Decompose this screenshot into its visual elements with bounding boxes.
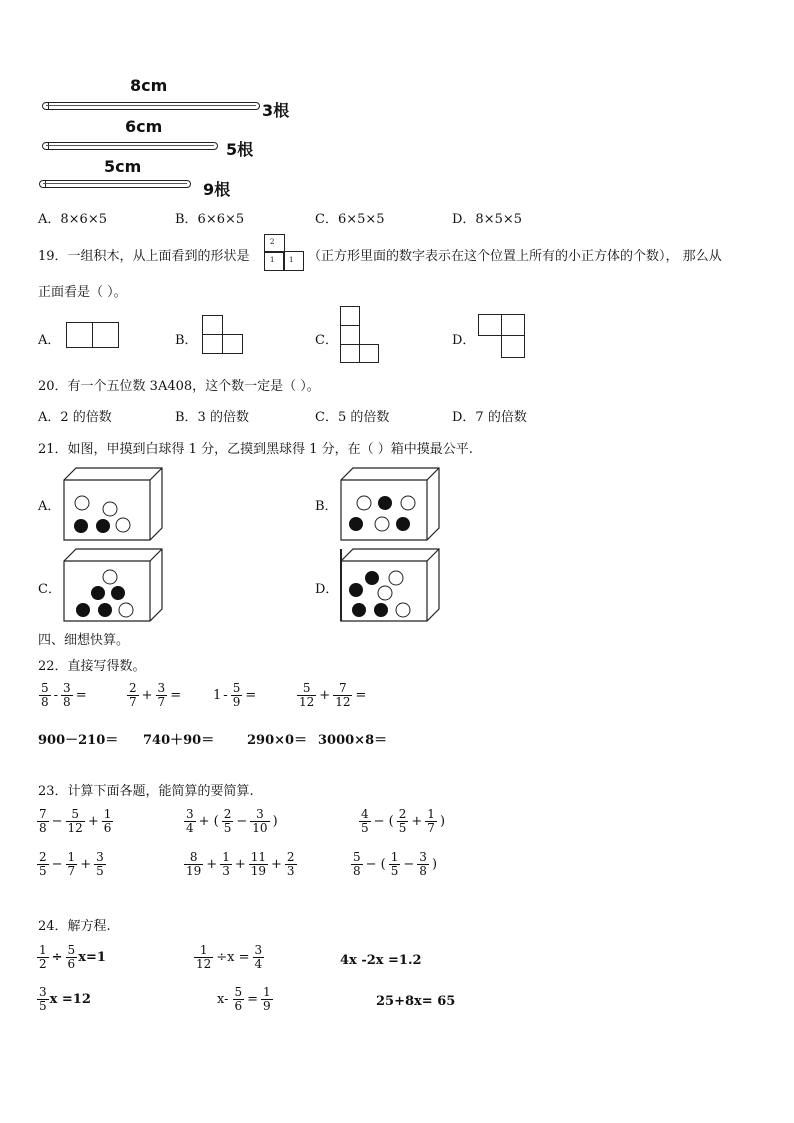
q19-option-d[interactable]: D． bbox=[452, 333, 476, 348]
q20-text: 20．有一个五位数 3A408，这个数一定是（ ）。 bbox=[38, 379, 320, 394]
q23-expr-2: $\frac{3}{4}$ + ( $\frac{2}{5}$ − $\frac{3}{10}$ ) bbox=[186, 807, 278, 835]
q24-eq-1: $\frac{1}{2}$ ÷ $\frac{5}{6}$ x=1 bbox=[39, 943, 106, 971]
q22-expr-2: $\frac{2}{7}$ + $\frac{3}{7}$ = bbox=[129, 681, 182, 709]
box-b bbox=[339, 466, 441, 542]
q22-calc-1: 900－210＝ bbox=[38, 733, 119, 748]
grid-number: 1 bbox=[289, 256, 294, 264]
q23-expr-1: $\frac{7}{8}$ − $\frac{5}{12}$ + $\frac{1}{6}$ bbox=[39, 807, 112, 835]
grid-number: 1 bbox=[270, 256, 275, 264]
q19-text-c: 正面看是（ ）。 bbox=[38, 285, 127, 300]
q20-option-b[interactable]: B．3 的倍数 bbox=[175, 410, 249, 425]
box-c bbox=[62, 547, 164, 623]
q19-text-b: （正方形里面的数字表示在这个位置上所有的小正方体的个数）， 那么从 bbox=[308, 249, 722, 264]
q22-title: 22．直接写得数。 bbox=[38, 659, 146, 674]
q22-calc-4: 3000×8＝ bbox=[318, 733, 388, 748]
q23-expr-4: $\frac{2}{5}$ − $\frac{1}{7}$ + $\frac{3}{5}$ bbox=[39, 850, 104, 878]
q24-title: 24．解方程. bbox=[38, 919, 111, 934]
q21-option-b[interactable]: B． bbox=[315, 499, 338, 514]
stick-8cm bbox=[42, 102, 260, 110]
q20-option-d[interactable]: D．7 的倍数 bbox=[452, 410, 527, 425]
section-title: 四、细想快算。 bbox=[38, 633, 130, 648]
box-d bbox=[339, 547, 441, 623]
q18-option-a[interactable]: A．8×6×5 bbox=[38, 212, 107, 227]
box-a bbox=[62, 466, 164, 542]
top-view-grid bbox=[264, 234, 304, 270]
q22-calc-3: 290×0＝ bbox=[247, 733, 308, 748]
q20-option-c[interactable]: C．5 的倍数 bbox=[315, 410, 390, 425]
q21-option-d[interactable]: D． bbox=[315, 582, 339, 597]
q21-option-a[interactable]: A． bbox=[38, 499, 61, 514]
q23-title: 23．计算下面各题，能简算的要简算. bbox=[38, 784, 254, 799]
grid-number: 2 bbox=[270, 238, 275, 246]
q21-option-c[interactable]: C． bbox=[38, 582, 61, 597]
q22-expr-3: 1 - $\frac{5}{9}$ = bbox=[213, 681, 257, 709]
q24-eq-2: $\frac{1}{12}$ ÷x = $\frac{3}{4}$ bbox=[196, 943, 263, 971]
q24-eq-6: 25+8x= 65 bbox=[376, 994, 456, 1009]
stick-5cm bbox=[39, 180, 191, 188]
q19-option-a[interactable]: A． bbox=[38, 333, 61, 348]
stick-6cm bbox=[42, 142, 218, 150]
stick-6cm-count: 5根 bbox=[226, 140, 254, 159]
q23-expr-3: $\frac{4}{5}$ − ( $\frac{2}{5}$ + $\frac{1}{7}$ ) bbox=[361, 807, 446, 835]
q22-expr-4: $\frac{5}{12}$ + $\frac{7}{12}$ = bbox=[299, 681, 367, 709]
stick-5cm-label: 5cm bbox=[104, 157, 142, 176]
q24-eq-3: 4x -2x =1.2 bbox=[340, 953, 422, 968]
stick-5cm-count: 9根 bbox=[203, 180, 231, 199]
q19-text-a: 19．一组积木，从上面看到的形状是 bbox=[38, 249, 250, 264]
q22-expr-1: $\frac{5}{8}$ - $\frac{3}{8}$ = bbox=[41, 681, 87, 709]
q24-eq-4: $\frac{3}{5}$ x =12 bbox=[39, 985, 91, 1013]
stick-6cm-label: 6cm bbox=[125, 117, 163, 136]
q22-calc-2: 740＋90＝ bbox=[143, 733, 215, 748]
q23-expr-6: $\frac{5}{8}$ − ( $\frac{1}{5}$ − $\frac{3}{8}$ ) bbox=[353, 850, 438, 878]
q23-expr-5: $\frac{8}{19}$ + $\frac{1}{3}$ + $\frac{11}{19}$ + $\frac{2}{3}$ bbox=[186, 850, 295, 878]
stick-8cm-label: 8cm bbox=[130, 76, 168, 95]
q20-option-a[interactable]: A．2 的倍数 bbox=[38, 410, 112, 425]
q18-option-b[interactable]: B．6×6×5 bbox=[175, 212, 245, 227]
q21-text: 21．如图，甲摸到白球得 1 分，乙摸到黑球得 1 分，在（ ）箱中摸最公平. bbox=[38, 442, 473, 457]
q24-eq-5: x- $\frac{5}{6}$ = $\frac{1}{9}$ bbox=[217, 985, 271, 1013]
q19-option-c[interactable]: C． bbox=[315, 333, 338, 348]
q18-option-d[interactable]: D．8×5×5 bbox=[452, 212, 523, 227]
q19-option-b[interactable]: B． bbox=[175, 333, 198, 348]
q18-option-c[interactable]: C．6×5×5 bbox=[315, 212, 385, 227]
stick-8cm-count: 3根 bbox=[262, 101, 290, 120]
